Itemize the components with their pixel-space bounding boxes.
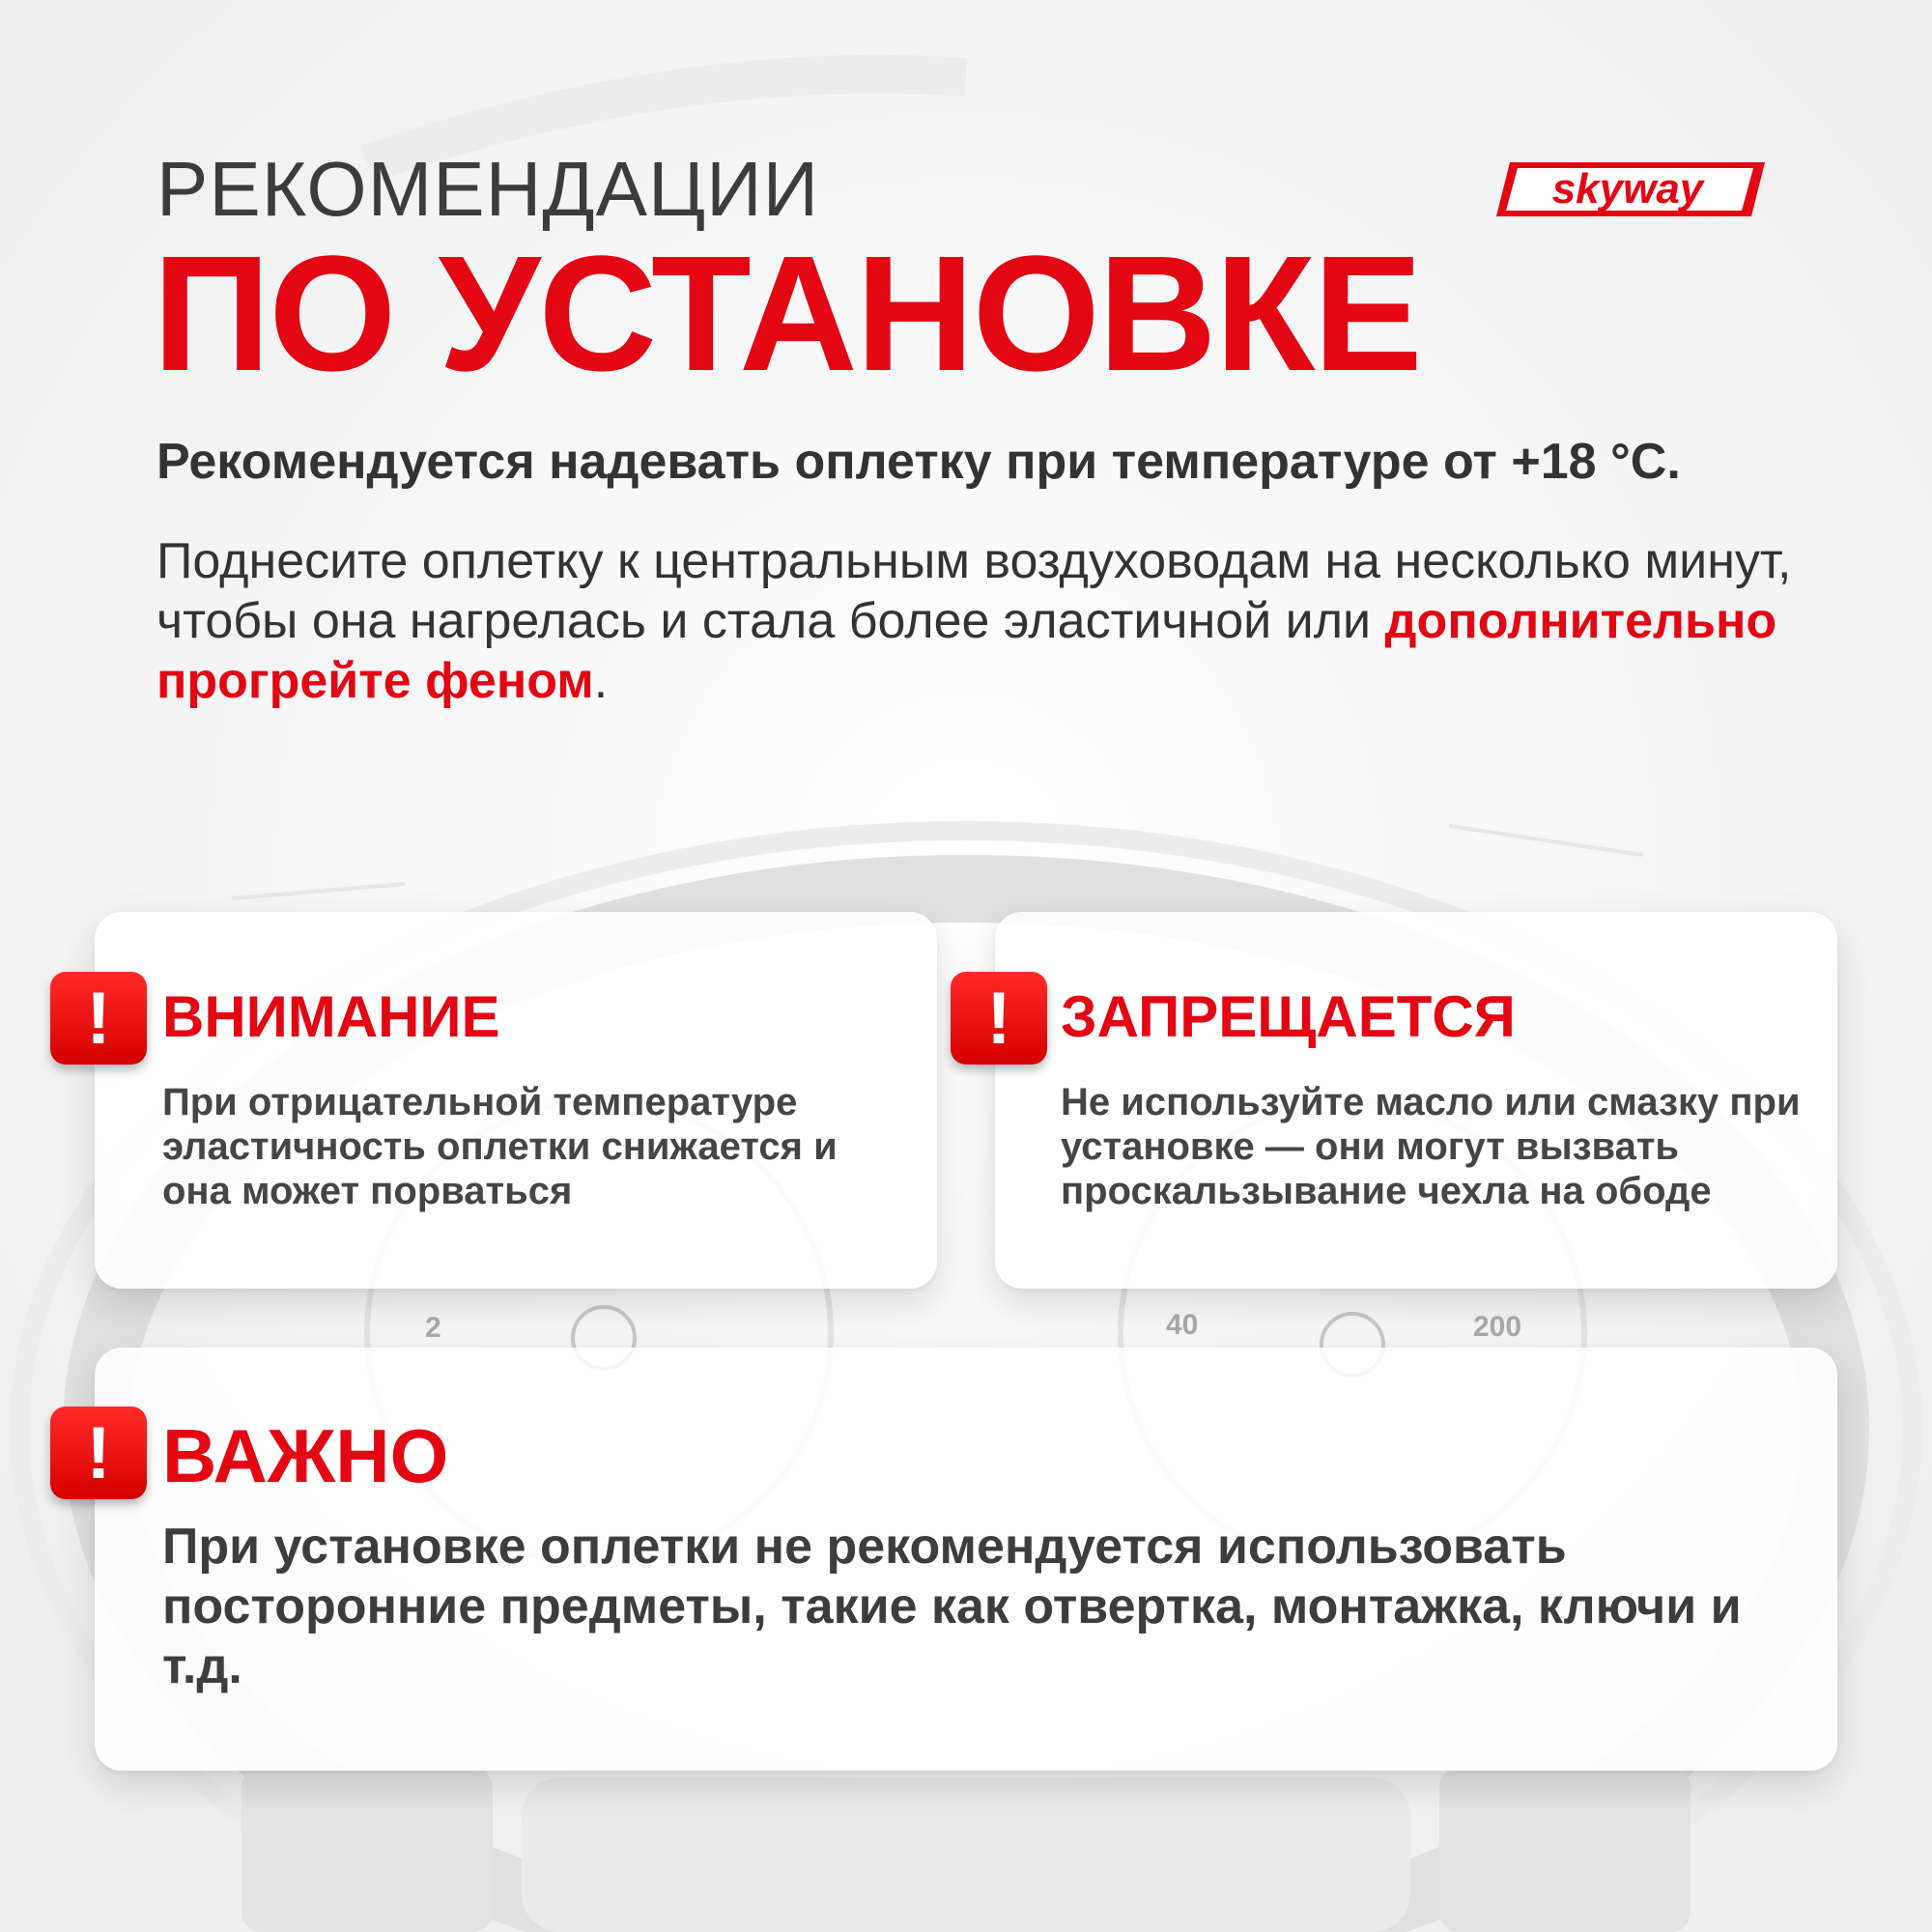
skyway-logo	[1492, 155, 1773, 224]
title-line-1: РЕКОМЕНДАЦИИ	[156, 146, 820, 232]
important-title: ВАЖНО	[162, 1413, 449, 1498]
intro-paragraph	[156, 531, 1818, 711]
attention-title: ВНИМАНИЕ	[162, 984, 500, 1049]
forbidden-text: Не используйте масло или смазку при установке — они могут вызвать проскальзывание чехла на ободе	[1061, 1081, 1801, 1212]
title-line-2: ПО УСТАНОВКЕ	[153, 222, 1421, 406]
intro-highlight: дополнительно прогрейте феном	[156, 593, 1777, 709]
intro-lead: Рекомендуется надевать оплетку при температуре от +18 °С.	[156, 434, 1681, 490]
important-text: При установке оплетки не рекомендуется использовать посторонние предметы, такие как отвертка, монтажка, ключи и т.д.	[162, 1519, 1742, 1694]
forbidden-title: ЗАПРЕЩАЕТСЯ	[1061, 984, 1516, 1049]
exclamation-icon: !	[951, 972, 1047, 1065]
dial-label-1: 2	[425, 1312, 441, 1344]
logo-text: skyway	[1551, 165, 1704, 213]
dial-label-2: 40	[1166, 1309, 1199, 1341]
attention-text: При отрицательной температуре эластичность оплетки снижается и она может порваться	[162, 1081, 838, 1212]
intro-paragraph-text: Поднесите оплетку к центральным воздуховодам на несколько минут, чтобы она нагрелась и стала более эластичной или	[156, 533, 1792, 649]
exclamation-icon: !	[50, 1406, 147, 1499]
intro-paragraph-end: .	[593, 653, 609, 709]
exclamation-icon: !	[50, 972, 147, 1065]
dial-label-3: 200	[1473, 1311, 1522, 1343]
